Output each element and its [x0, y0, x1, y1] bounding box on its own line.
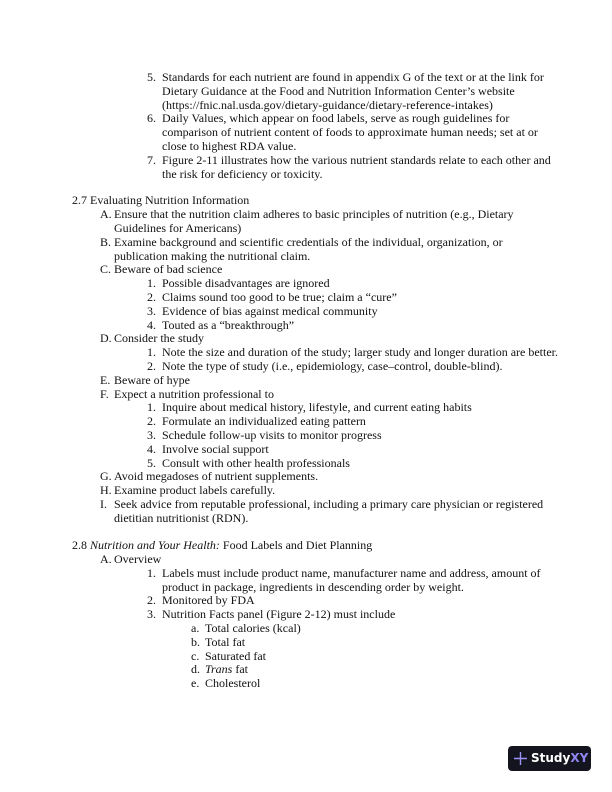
item-marker: 2. [147, 414, 156, 429]
list-item [0, 236, 544, 264]
item-text: Inquire about medical history, lifestyle, and current eating habits [162, 400, 472, 415]
item-text: Touted as a “breakthrough” [162, 317, 295, 332]
list-item [0, 415, 562, 429]
list-item [0, 332, 544, 346]
list-item [0, 208, 544, 236]
list-item [0, 263, 544, 277]
item-marker: H. [100, 483, 112, 498]
item-marker: e. [191, 676, 200, 691]
list-item [0, 663, 565, 677]
list-item [0, 594, 562, 608]
section-heading-2-8 [0, 539, 612, 553]
item-marker: G. [100, 469, 112, 484]
item-marker: d. [191, 662, 200, 677]
item-text: Total calories (kcal) [205, 621, 301, 636]
item-text: Labels must include product name, manufacturer name and address, amount of product in package, ingredients in descending order by weight. [162, 565, 541, 594]
item-text: Beware of hype [114, 372, 190, 387]
item-text: Formulate an individualized eating pattern [162, 414, 366, 429]
top-list [0, 71, 612, 181]
logo-name: Study [531, 750, 571, 765]
list-item [0, 622, 565, 636]
item-marker: I. [100, 496, 107, 511]
item-marker: 6. [147, 111, 156, 126]
item-text: Figure 2-11 illustrates how the various nutrient standards relate to each other and the risk for deficiency or toxicity. [162, 152, 551, 181]
heading-text: Food Labels and Diet Planning [222, 538, 373, 553]
item-text-italic: Trans [205, 662, 233, 677]
item-text: Examine product labels carefully. [114, 483, 276, 498]
item-text: Consult with other health professionals [162, 455, 350, 470]
item-marker: 7. [147, 152, 156, 167]
item-text: Avoid megadoses of nutrient supplements. [114, 469, 319, 484]
list-item [0, 484, 544, 498]
item-text: Examine background and scientific credentials of the individual, organization, or publication making the nutritional claim. [114, 234, 503, 263]
item-text: Schedule follow-up visits to monitor progress [162, 427, 382, 442]
heading-italic: Nutrition and Your Health: [90, 538, 220, 553]
item-marker: 3. [147, 303, 156, 318]
item-text: Daily Values, which appear on food labels, serve as rough guidelines for comparison of nutrient content of foods to approximate human needs; set at or close to highest RDA value. [162, 111, 538, 153]
item-marker: E. [100, 372, 111, 387]
item-text: Overview [114, 552, 162, 567]
item-marker: 3. [147, 607, 156, 622]
item-marker: 3. [147, 427, 156, 442]
item-marker: B. [100, 234, 112, 249]
item-text: Saturated fat [205, 648, 266, 663]
item-text: Total fat [205, 634, 246, 649]
document-page [0, 71, 612, 691]
item-text: Involve social support [162, 441, 269, 456]
list-item [0, 608, 562, 622]
list-item [0, 346, 562, 360]
list-item [0, 567, 562, 595]
item-marker: D. [100, 331, 112, 346]
list-item [0, 401, 562, 415]
list-item [0, 305, 562, 319]
list-item [0, 443, 562, 457]
item-marker: 1. [147, 276, 156, 291]
logo-accent: XY [570, 750, 589, 765]
list-item [0, 71, 562, 112]
item-text: Note the size and duration of the study; larger study and longer duration are better. [162, 345, 558, 360]
list-item [0, 650, 565, 664]
list-item [0, 553, 544, 567]
item-text: Evidence of bias against medical community [162, 303, 378, 318]
item-marker: F. [100, 386, 109, 401]
item-marker: 2. [147, 358, 156, 373]
item-marker: 4. [147, 317, 156, 332]
item-marker: 1. [147, 565, 156, 580]
item-marker: A. [100, 552, 112, 567]
item-text: Expect a nutrition professional to [114, 386, 274, 401]
list-item [0, 374, 544, 388]
list-item [0, 291, 562, 305]
item-marker: 4. [147, 441, 156, 456]
list-item [0, 277, 562, 291]
item-marker: A. [100, 207, 112, 222]
item-text: Ensure that the nutrition claim adheres to basic principles of nutrition (e.g., Dietary Guidelines for Americans) [114, 207, 514, 235]
item-marker: 1. [147, 400, 156, 415]
list-item [0, 154, 562, 182]
list-item [0, 112, 562, 153]
item-marker: 2. [147, 289, 156, 304]
item-text: Seek advice from reputable professional, including a primary care physician or registered dietitian nutritionist (RDN). [114, 496, 544, 525]
list-item [0, 388, 544, 402]
studyxy-logo[interactable] [508, 746, 591, 771]
logo-text [531, 752, 588, 766]
plus-icon [514, 752, 527, 765]
item-text: Claims sound too good to be true; claim a “cure” [162, 289, 397, 304]
item-marker: c. [191, 648, 200, 663]
item-marker: 5. [147, 70, 156, 84]
list-item [0, 470, 544, 484]
item-text: Monitored by FDA [162, 593, 255, 608]
list-item [0, 429, 562, 443]
list-item [0, 457, 562, 471]
item-text: Consider the study [114, 331, 204, 346]
item-text: Beware of bad science [114, 262, 223, 277]
list-item [0, 360, 562, 374]
item-text: Note the type of study (i.e., epidemiology, case–control, double-blind). [162, 358, 503, 373]
item-marker: 5. [147, 455, 156, 470]
list-item [0, 498, 544, 526]
heading-number: 2.8 [72, 538, 87, 553]
item-marker: b. [191, 634, 200, 649]
section-heading-2-7: 2.7 Evaluating Nutrition Information [72, 193, 250, 208]
list-item [0, 319, 562, 333]
item-text: Cholesterol [205, 676, 261, 691]
list-item [0, 636, 565, 650]
item-text: Possible disadvantages are ignored [162, 276, 330, 291]
item-text: Standards for each nutrient are found in appendix G of the text or at the link for Dietary Guidance at the Food and Nutrition Information Center’s website (https://fnic.nal.usda.gov/dietary-guidance/dietary-reference-intakes) [162, 70, 544, 112]
item-text: Nutrition Facts panel (Figure 2-12) must include [162, 607, 396, 622]
item-text: fat [232, 662, 249, 677]
item-marker: 1. [147, 345, 156, 360]
item-marker: a. [191, 621, 200, 636]
item-marker: C. [100, 262, 112, 277]
item-marker: 2. [147, 593, 156, 608]
list-item [0, 677, 565, 691]
